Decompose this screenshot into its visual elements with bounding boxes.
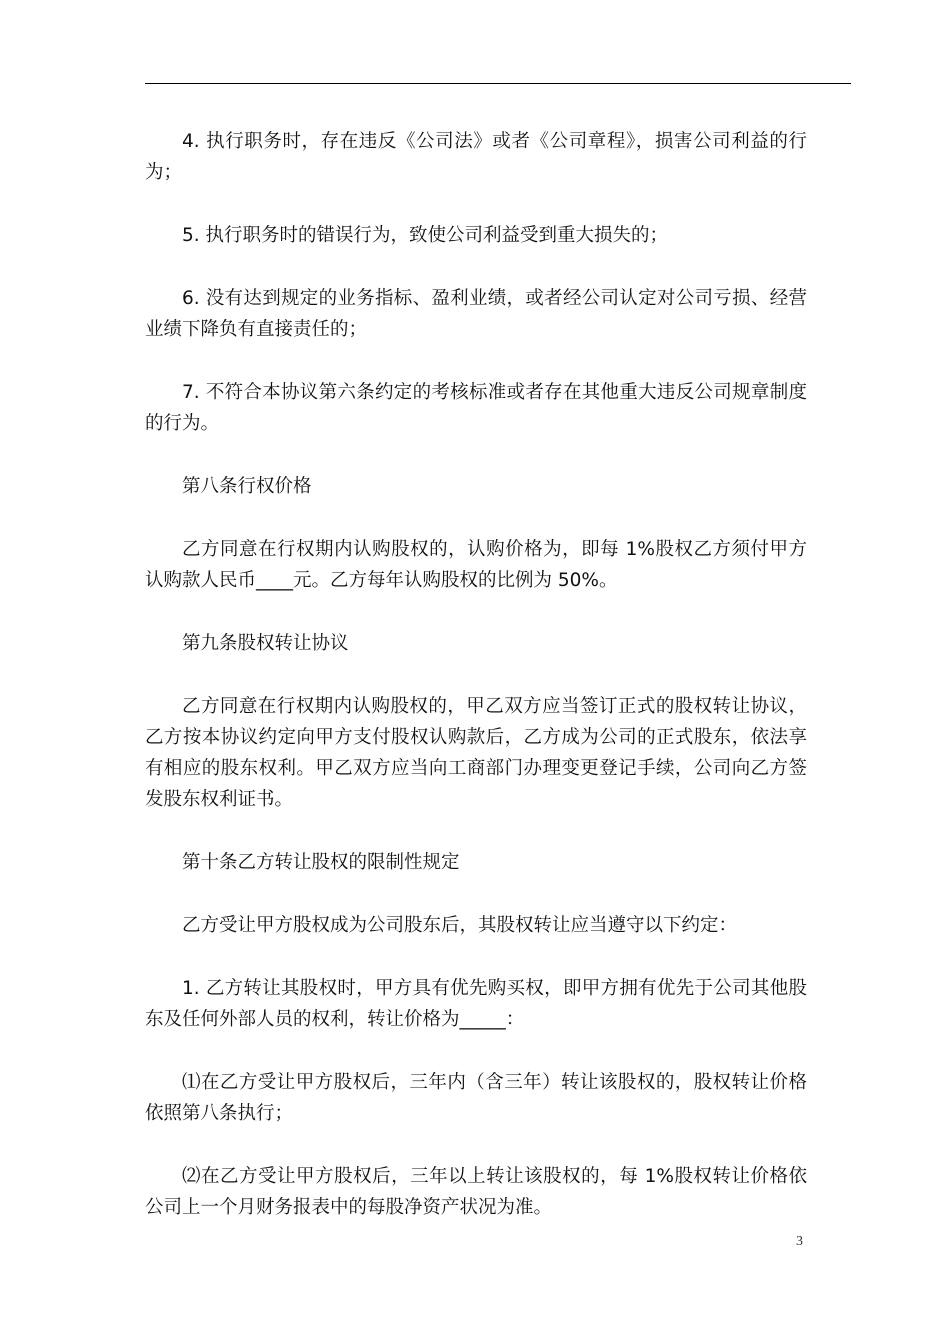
header-rule (145, 83, 851, 84)
article-10-heading: 第十条乙方转让股权的限制性规定 (182, 852, 460, 873)
list-item-7: 7. 不符合本协议第六条约定的考核标准或者存在其他重大违反公司规章制度的行为。 (145, 382, 807, 434)
article-10-subitem-1: ⑴在乙方受让甲方股权后，三年内（含三年）转让该股权的，股权转让价格依照第八条执行； (145, 1072, 807, 1124)
list-item-6: 6. 没有达到规定的业务指标、盈利业绩，或者经公司认定对公司亏损、经营业绩下降负有直接责任的； (145, 288, 807, 340)
list-item-5: 5. 执行职务时的错误行为，致使公司利益受到重大损失的； (182, 225, 669, 246)
article-10-subitem-2: ⑵在乙方受让甲方股权后，三年以上转让该股权的，每 1%股权转让价格依公司上一个月财务报表中的每股净资产状况为准。 (145, 1166, 807, 1218)
article-9-heading: 第九条股权转让协议 (182, 633, 349, 654)
article-8-heading: 第八条行权价格 (182, 476, 312, 497)
article-8-body: 乙方同意在行权期内认购股权的，认购价格为，即每 1%股权乙方须付甲方认购款人民币____元。乙方每年认购股权的比例为 50%。 (145, 539, 807, 591)
article-9-body: 乙方同意在行权期内认购股权的，甲乙双方应当签订正式的股权转让协议，乙方按本协议约定向甲方支付股权认购款后，乙方成为公司的正式股东，依法享有相应的股东权利。甲乙双方应当向工商部门办理变更登记手续，公司向乙方签发股东权利证书。 (145, 696, 807, 810)
article-10-item-1: 1. 乙方转让其股权时，甲方具有优先购买权，即甲方拥有优先于公司其他股东及任何外部人员的权利，转让价格为_____： (145, 978, 807, 1030)
article-10-intro: 乙方受让甲方股权成为公司股东后，其股权转让应当遵守以下约定： (182, 915, 738, 936)
list-item-4: 4. 执行职务时，存在违反《公司法》或者《公司章程》，损害公司利益的行为； (145, 131, 807, 183)
page-number: 3 (796, 1234, 803, 1249)
document-body (145, 126, 807, 1255)
